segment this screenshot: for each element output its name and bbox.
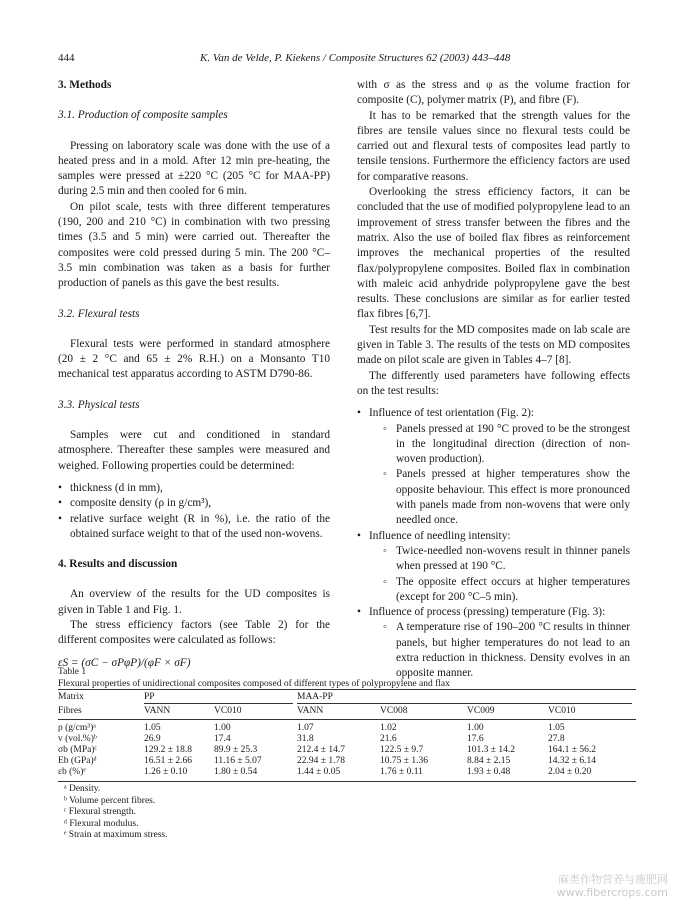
table-cell: 1.02 [380,723,397,733]
table-1 [58,689,636,782]
table-cell: 17.4 [214,734,231,744]
table-row [58,720,636,735]
left-column [58,78,330,671]
footnote: ᵇ Volume percent fibres. [64,795,156,806]
sub-list-item: ◦ Twice-needled non-wovens result in thinner panels when pressed at 190 °C. [383,544,630,575]
table-header-group-pp: PP [144,692,293,704]
paragraph: with σ as the stress and φ as the volume fraction for composite (C), polymer matrix (P), and fibre (F). [357,79,630,107]
table-row [58,756,636,767]
table-row [58,767,636,782]
footnote: ᵃ Density. [64,784,101,794]
table-cell: 2.04 ± 0.20 [548,767,636,782]
table-cell: 10.75 ± 1.36 [380,756,428,766]
list-item [357,406,630,528]
table-header-cell: Fibres [58,706,82,716]
table-cell: 1.93 ± 0.48 [467,767,548,782]
table-header-row [58,690,636,707]
sub-list-item: ◦ Panels pressed at 190 °C proved to be the strongest in the longitudinal direction (direction of non-woven production). [383,422,630,468]
table-footnotes [64,784,168,842]
table-cell: 1.80 ± 0.54 [214,767,297,782]
table-caption-text: Flexural properties of unidirectional composites composed of different types of polypropylene and flax [58,679,450,689]
table-cell: 31.8 [297,734,314,744]
subsection-heading-flexural: 3.2. Flexural tests [58,307,140,320]
table-cell: 27.8 [548,734,565,744]
table-cell: εb (%)ᵉ [58,767,144,782]
table-header-cell [144,690,297,707]
table-cell: 14.32 ± 6.14 [548,756,596,766]
watermark-line: 麻类作物营养与施肥网 [558,873,668,886]
table-cell: 122.5 ± 9.7 [380,745,424,755]
table-header-cell: VC009 [467,706,495,716]
page-number: 444 [58,52,75,64]
subsection-heading-production: 3.1. Production of composite samples [58,109,228,122]
list-item: • thickness (d in mm), [58,481,330,496]
table-header-cell [297,690,636,707]
list-item [357,529,630,605]
table-cell: 101.3 ± 14.2 [467,745,515,755]
list-item-label: Influence of needling intensity: [369,529,511,542]
list-item-label: Influence of process (pressing) temperature (Fig. 3): [369,606,606,619]
effects-list [357,406,630,681]
table-header-cell: VC008 [380,706,408,716]
paragraph: Samples were cut and conditioned in standard atmosphere. Thereafter these samples were measured and weighed. Following properties could be determined: [58,429,330,472]
paragraph: Test results for the MD composites made on lab scale are given in Table 3. The results of the tests on MD composites made on pilot scale are given in Tables 4–7 [8]. [357,323,630,367]
table-cell: 1.07 [297,723,314,733]
table-cell: 1.26 ± 0.10 [144,767,214,782]
paragraph: Overlooking the stress efficiency factors, it can be concluded that the use of modified polypropylene lead to an improvement of stress transfer between the fibres and the matrix. Also the use of boiled flax fibres as reinforcement improves the mechanical properties of the resulted flax/polypropylene composites. Boiled flax in combination with maleic acid anhydride polypropylene gave the best results. These conclusions are similar as for earlier tested flax fibres [6,7]. [357,186,630,321]
table-cell: 164.1 ± 56.2 [548,745,596,755]
paragraph: On pilot scale, tests with three different temperatures (190, 200 and 210 °C) in combination with two pressing times (3.5 and 5 min) were carried out. Thereafter the composites were cold pressed during 5 min. The 200 °C–3.5 min combination was taken as a basis for further production of panels as this gave the best results. [58,200,330,290]
table-header-cell: VANN [297,706,324,716]
table-cell: 21.6 [380,734,397,744]
table-caption [58,666,450,690]
table-header-cell: VC010 [214,706,242,716]
footnote: ᵉ Strain at maximum stress. [64,830,168,841]
property-list [58,481,330,542]
table-cell: ρ (g/cm³)ᵃ [58,723,96,733]
table-cell: 17.6 [467,734,484,744]
table-cell: 8.84 ± 2.15 [467,756,511,766]
table-cell: 26.9 [144,734,161,744]
list-item-label: Influence of test orientation (Fig. 2): [369,407,535,420]
list-item: • composite density (ρ in g/cm³), [58,496,330,511]
subsection-heading-physical: 3.3. Physical tests [58,398,140,411]
table-header-cell: Matrix [58,690,144,707]
table-cell: 16.51 ± 2.66 [144,756,192,766]
table-cell: 1.76 ± 0.11 [380,767,467,782]
table-label: Table 1 [58,667,87,677]
table-header-cell: VC010 [548,706,576,716]
section-heading-results: 4. Results and discussion [58,558,178,571]
table-row [58,734,636,745]
table-cell: 22.94 ± 1.78 [297,756,345,766]
equation: εS = (σC − σPφP)/(φF × σF) [58,656,191,669]
running-title: K. Van de Velde, P. Kiekens / Composite Structures 62 (2003) 443–448 [200,52,511,64]
footnote: ᶜ Flexural strength. [64,807,136,818]
sub-list-item: ◦ Panels pressed at higher temperatures show the opposite behaviour. This effect is more pronounced with panels made from non-wovens that were only needled once. [383,467,630,528]
paragraph: Pressing on laboratory scale was done with the use of a heated press and in a mold. After 12 min pre-heating, the samples were pressed at ±220 °C (205 °C for MAA-PP) during 2.5 min and then cooled for 6 min. [58,139,330,198]
table-cell: 1.00 [467,723,484,733]
list-item: • relative surface weight (R in %), i.e. the ratio of the obtained surface weight to that of the used non-wovens. [58,512,330,543]
table-cell: 11.16 ± 5.07 [214,756,262,766]
table-cell: 1.00 [214,723,231,733]
paragraph: It has to be remarked that the strength values for the fibres are tensile values since no flexural tests could be carried out and flexural tests of composites lead partly to tensile tensions. Furthermore the efficiency factors are used for comparative reasons. [357,109,630,183]
table-cell: 1.05 [548,723,565,733]
section-heading-methods: 3. Methods [58,79,112,91]
watermark [557,873,668,899]
footnote: ᵈ Flexural modulus. [64,818,139,829]
watermark-line: www.fibercrops.com [556,886,668,899]
sub-list-item: ◦ The opposite effect occurs at higher temperatures (except for 200 °C–5 min). [383,575,630,606]
table-cell: 1.44 ± 0.05 [297,767,380,782]
paragraph: The differently used parameters have following effects on the test results: [357,369,630,397]
right-column [357,78,630,682]
sub-list [369,422,630,529]
table-row [58,745,636,756]
table-header-cell: VANN [144,706,171,716]
table-cell: 89.9 ± 25.3 [214,745,258,755]
paragraph: The stress efficiency factors (see Table 2) for the different composites were calculated as follows: [58,619,330,647]
table-cell: 129.2 ± 18.8 [144,745,192,755]
table-cell: v (vol.%)ᵇ [58,734,97,744]
table-cell: Eb (GPa)ᵈ [58,756,97,766]
paragraph: An overview of the results for the UD composites is given in Table 1 and Fig. 1. [58,588,330,616]
table-header-group-maa-pp: MAA-PP [297,692,632,704]
sub-list [369,544,630,605]
sub-list-item: ◦ A temperature rise of 190–200 °C results in thinner panels, but higher temperatures do not lead to an extra reduction in thickness. Density evolves in an opposite manner. [383,620,630,681]
paragraph: Flexural tests were performed in standard atmosphere (20 ± 2 °C and 65 ± 2% R.H.) on a Monsanto T10 mechanical test apparatus according to ASTM D790-86. [58,337,330,381]
table-header-row [58,706,636,720]
table-cell: 212.4 ± 14.7 [297,745,345,755]
table-cell: 1.05 [144,723,161,733]
table-cell: σb (MPa)ᶜ [58,745,97,755]
